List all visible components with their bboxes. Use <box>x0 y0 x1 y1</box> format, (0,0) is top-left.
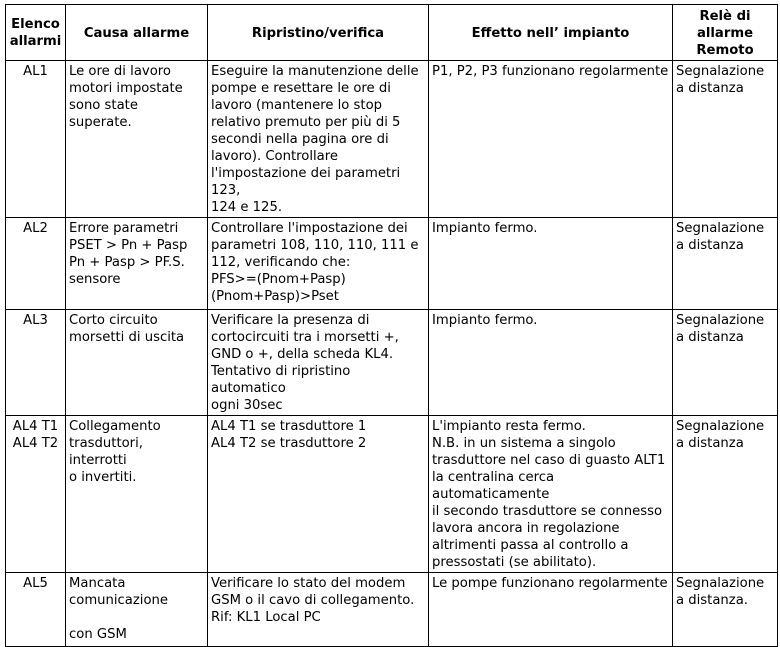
alarm-table <box>5 4 778 647</box>
alarm-fix: Verificare la presenza di cortocircuiti tra i morsetti +, GND o +, della scheda KL4. Tentativo di ripristino automatico ogni 30sec <box>208 310 429 416</box>
header-plant-effect: Effetto nell’ impianto <box>429 5 673 61</box>
alarm-relay: Segnalazione a distanza <box>673 61 778 218</box>
header-reset-check: Ripristino/verifica <box>208 5 429 61</box>
alarm-code: AL3 <box>6 310 66 416</box>
alarm-code: AL2 <box>6 218 66 310</box>
alarm-effect: Impianto fermo. <box>429 310 673 416</box>
table-row <box>6 61 778 218</box>
alarm-effect: P1, P2, P3 funzionano regolarmente <box>429 61 673 218</box>
alarm-relay: Segnalazione a distanza <box>673 310 778 416</box>
alarm-cause: Corto circuito morsetti di uscita <box>66 310 208 416</box>
alarm-effect: Impianto fermo. <box>429 218 673 310</box>
alarm-relay: Segnalazione a distanza <box>673 218 778 310</box>
alarm-code: AL5 <box>6 573 66 647</box>
alarm-cause: Errore parametri PSET > Pn + Pasp Pn + Pasp > PF.S. sensore <box>66 218 208 310</box>
header-alarm-list: Elenco allarmi <box>6 5 66 61</box>
alarm-effect: L'impianto resta fermo. N.B. in un sistema a singolo trasduttore nel caso di guasto ALT1 la centralina cerca automaticamente il secondo trasduttore se connesso lavora ancora in regolazione altrimenti passa al controllo a pressostati (se abilitato). <box>429 416 673 573</box>
alarm-cause-extra: con GSM <box>69 627 127 642</box>
alarm-cause: Collegamento trasduttori, interrotti o invertiti. <box>66 416 208 573</box>
table-row <box>6 573 778 647</box>
alarm-fix: Verificare lo stato del modem GSM o il cavo di collegamento. Rif: KL1 Local PC <box>208 573 429 647</box>
table-row <box>6 310 778 416</box>
spacer <box>69 609 204 626</box>
alarm-fix: AL4 T1 se trasduttore 1 AL4 T2 se trasduttore 2 <box>208 416 429 573</box>
alarm-cause: Mancata comunicazione <box>69 576 169 608</box>
alarm-effect: Le pompe funzionano regolarmente <box>429 573 673 647</box>
alarm-code: AL1 <box>6 61 66 218</box>
alarm-code: AL4 T1 AL4 T2 <box>6 416 66 573</box>
alarm-fix: Controllare l'impostazione dei parametri 108, 110, 110, 111 e 112, verificando che: PFS>=(Pnom+Pasp) (Pnom+Pasp)>Pset <box>208 218 429 310</box>
table-row <box>6 416 778 573</box>
alarm-cause-cell <box>66 573 208 647</box>
alarm-fix: Eseguire la manutenzione delle pompe e resettare le ore di lavoro (mantenere lo stop relativo premuto per più di 5 secondi nella pagina ore di lavoro). Controllare l'impostazione dei parametri 123, 124 e 125. <box>208 61 429 218</box>
header-remote-relay: Relè di allarme Remoto <box>673 5 778 61</box>
table-row <box>6 218 778 310</box>
alarm-relay: Segnalazione a distanza. <box>673 573 778 647</box>
alarm-relay: Segnalazione a distanza <box>673 416 778 573</box>
table-header-row <box>6 5 778 61</box>
alarm-cause: Le ore di lavoro motori impostate sono state superate. <box>66 61 208 218</box>
header-alarm-cause: Causa allarme <box>66 5 208 61</box>
